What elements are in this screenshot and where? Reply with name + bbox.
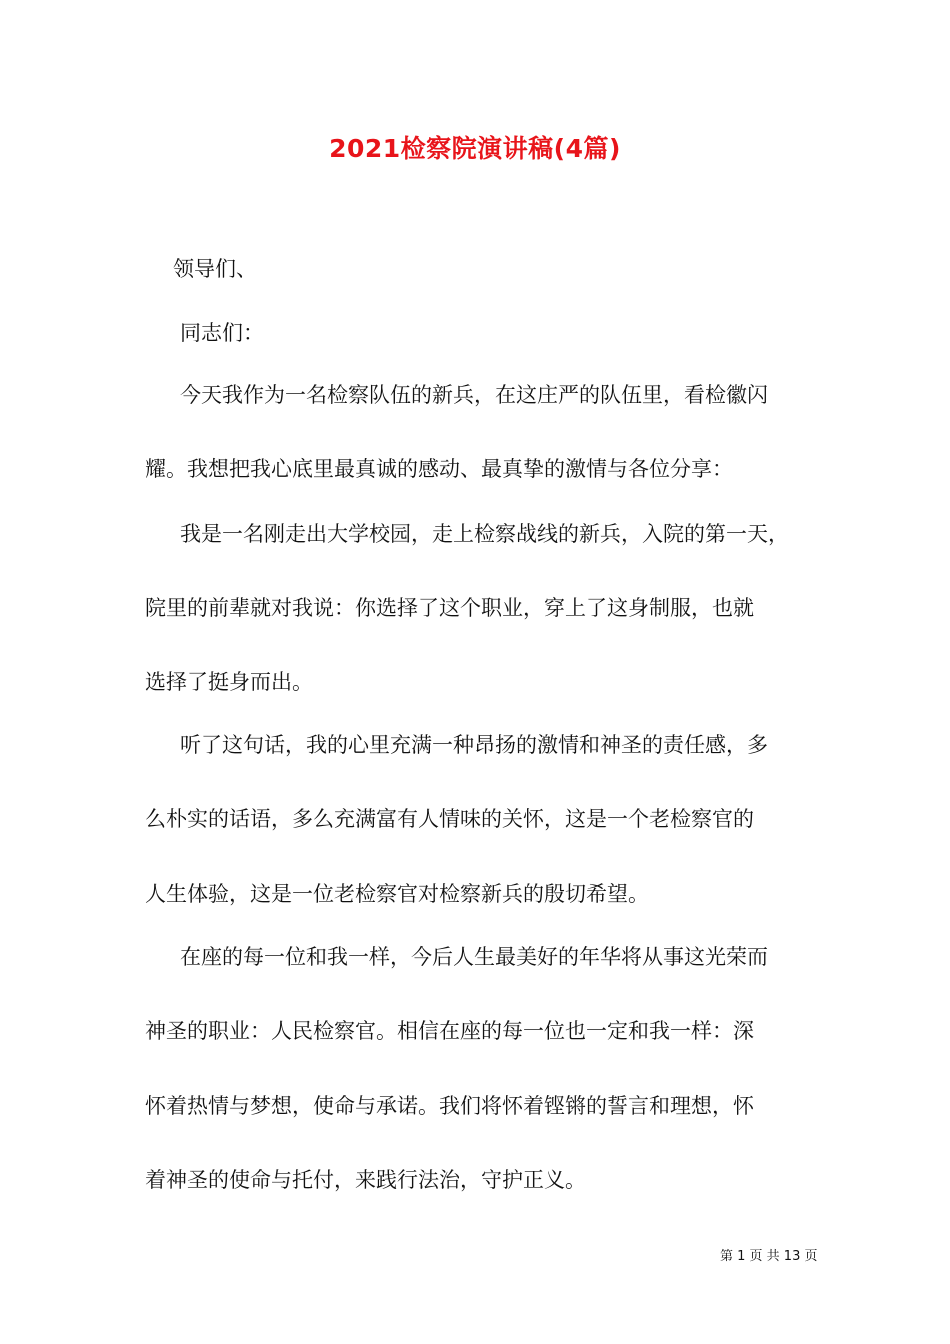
paragraph-line: 选择了挺身而出。: [145, 670, 313, 694]
paragraph-line: 么朴实的话语，多么充满富有人情味的关怀，这是一个老检察官的: [145, 807, 754, 831]
paragraph-line: 怀着热情与梦想，使命与承诺。我们将怀着铿锵的誓言和理想，怀: [145, 1094, 754, 1118]
document-title: 2021检察院演讲稿(4篇): [329, 134, 621, 163]
paragraph-line: 同志们：: [180, 321, 264, 345]
paragraph-line: 耀。我想把我心底里最真诚的感动、最真挚的激情与各位分享：: [145, 457, 733, 481]
paragraph-line: 今天我作为一名检察队伍的新兵，在这庄严的队伍里，看检徽闪: [180, 383, 768, 407]
paragraph-line: 院里的前辈就对我说：你选择了这个职业，穿上了这身制服，也就: [145, 596, 754, 620]
paragraph-line: 听了这句话，我的心里充满一种昂扬的激情和神圣的责任感，多: [180, 733, 768, 757]
paragraph-line: 领导们、: [173, 257, 257, 281]
paragraph-line: 在座的每一位和我一样，今后人生最美好的年华将从事这光荣而: [180, 945, 768, 969]
paragraph-line: 着神圣的使命与托付，来践行法治，守护正义。: [145, 1168, 586, 1192]
paragraph-line: 人生体验，这是一位老检察官对检察新兵的殷切希望。: [145, 882, 649, 906]
paragraph-line: 神圣的职业：人民检察官。相信在座的每一位也一定和我一样：深: [145, 1019, 754, 1043]
page-number-footer: 第 1 页 共 13 页: [720, 1249, 818, 1264]
paragraph-line: 我是一名刚走出大学校园，走上检察战线的新兵，入院的第一天，: [180, 522, 789, 546]
